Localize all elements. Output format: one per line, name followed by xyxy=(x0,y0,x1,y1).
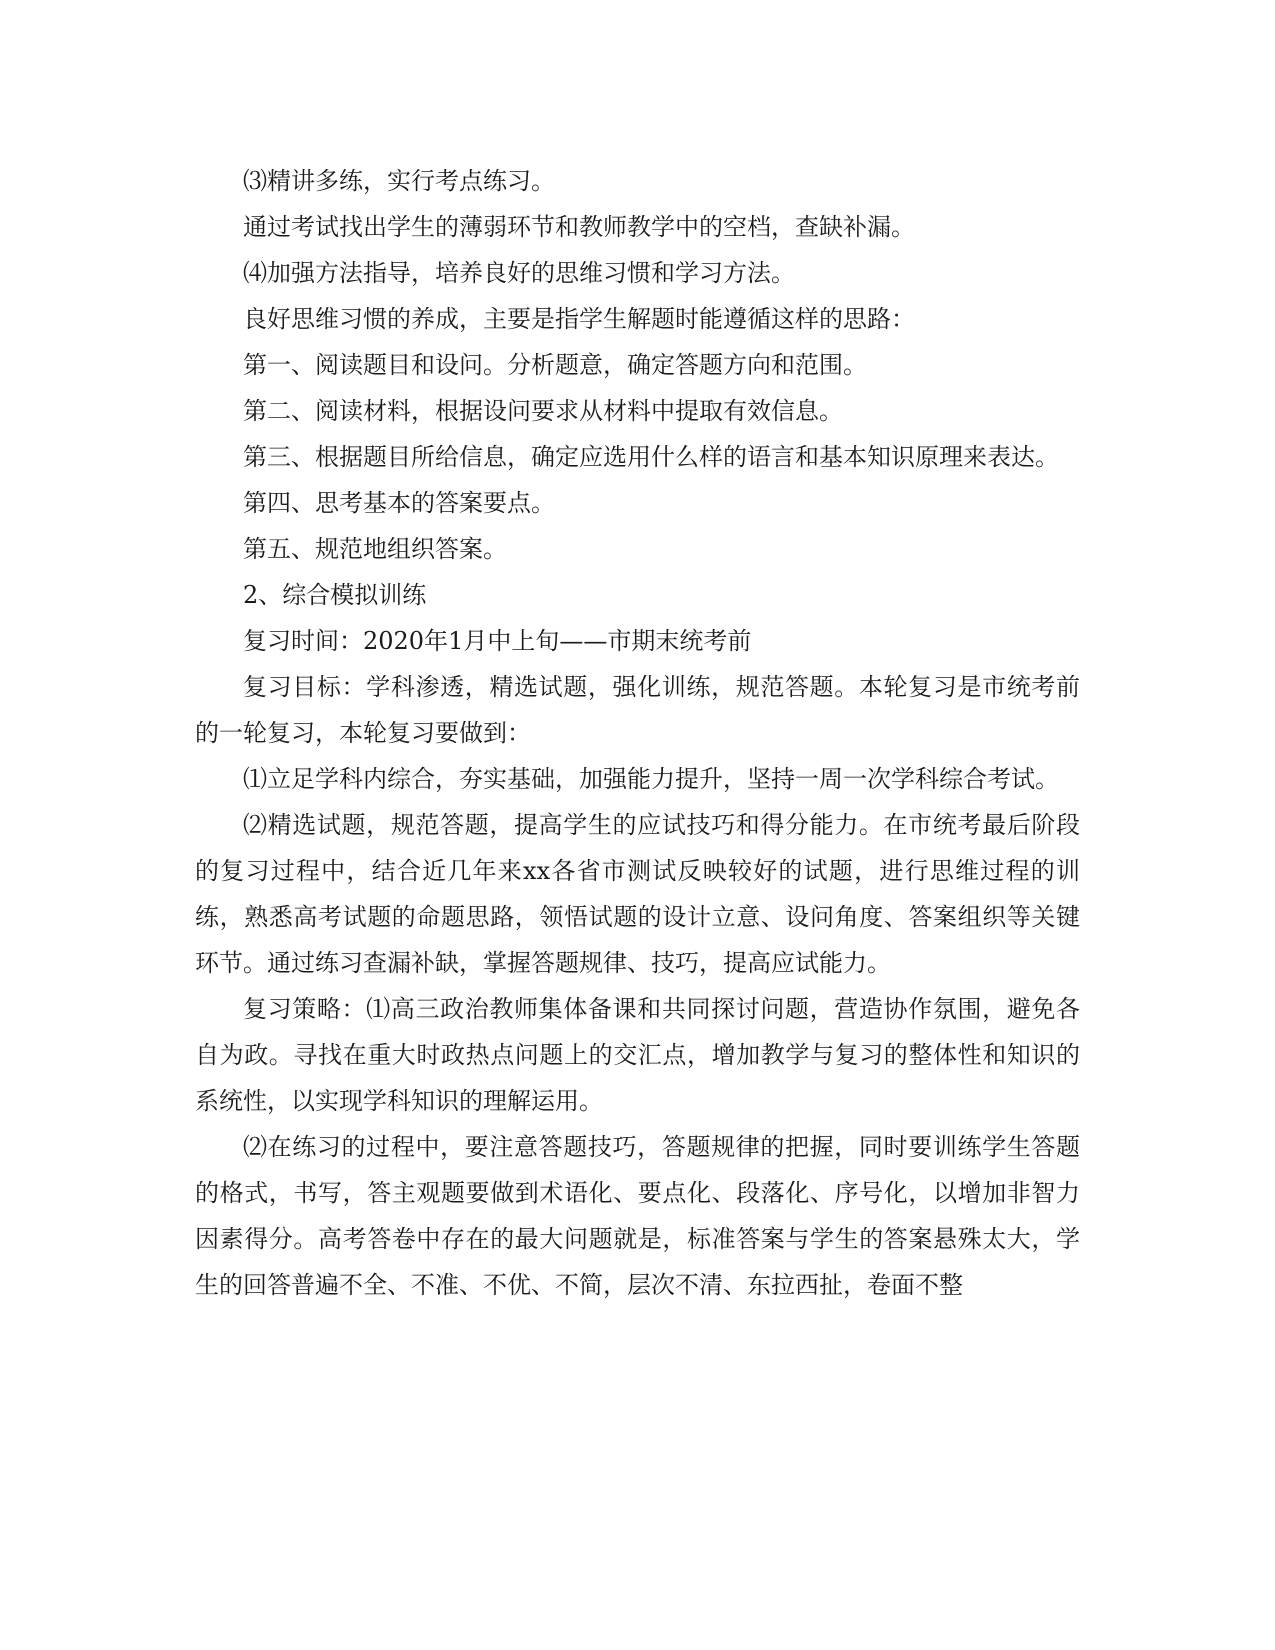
paragraph-drill-practice: ⑶精讲多练，实行考点练习。 xyxy=(243,167,555,195)
paragraph-integration: ⑴立足学科内综合，夯实基础，加强能力提升，坚持一周一次学科综合考试。 xyxy=(243,765,1059,793)
paragraph-select-questions: ⑵精选试题，规范答题，提高学生的应试技巧和得分能力。在市统考最后阶段的复习过程中，结合近几年来xx各省市测试反映较好的试题，进行思维过程的训练，熟悉高考试题的命题思路，领悟试题的设计立意、设问角度、答案组织等关键环节。通过练习查漏补缺，掌握答题规律、技巧，提高应试能力。 xyxy=(195,811,1080,977)
paragraph-thinking-habits: 良好思维习惯的养成，主要是指学生解题时能遵循这样的思路： xyxy=(243,305,915,333)
paragraph-review-strategy: 复习策略：⑴高三政治教师集体备课和共同探讨问题，营造协作氛围，避免各自为政。寻找在重大时政热点问题上的交汇点，增加教学与复习的整体性和知识的系统性，以实现学科知识的理解运用。 xyxy=(195,995,1080,1115)
paragraph-review-goals: 复习目标：学科渗透，精选试题，强化训练，规范答题。本轮复习是市统考前的一轮复习，本轮复习要做到： xyxy=(195,673,1080,747)
section-heading-mock-training: 2、综合模拟训练 xyxy=(243,581,427,609)
paragraph-step-three: 第三、根据题目所给信息，确定应选用什么样的语言和基本知识原理来表达。 xyxy=(243,443,1059,471)
paragraph-exam-gaps: 通过考试找出学生的薄弱环节和教师教学中的空档，查缺补漏。 xyxy=(243,213,915,241)
paragraph-answer-technique: ⑵在练习的过程中，要注意答题技巧，答题规律的把握，同时要训练学生答题的格式，书写，答主观题要做到术语化、要点化、段落化、序号化，以增加非智力因素得分。高考答卷中存在的最大问题就是，标准答案与学生的答案悬殊太大，学生的回答普遍不全、不准、不优、不简，层次不清、东拉西扯，卷面不整 xyxy=(195,1133,1080,1299)
paragraph-review-time: 复习时间：2020年1月中上旬——市期末统考前 xyxy=(243,627,752,655)
paragraph-step-one: 第一、阅读题目和设问。分析题意，确定答题方向和范围。 xyxy=(243,351,867,379)
paragraph-step-five: 第五、规范地组织答案。 xyxy=(243,535,507,563)
document-body xyxy=(195,158,1080,1308)
paragraph-method-guidance: ⑷加强方法指导，培养良好的思维习惯和学习方法。 xyxy=(243,259,795,287)
paragraph-step-two: 第二、阅读材料，根据设问要求从材料中提取有效信息。 xyxy=(243,397,843,425)
paragraph-step-four: 第四、思考基本的答案要点。 xyxy=(243,489,555,517)
